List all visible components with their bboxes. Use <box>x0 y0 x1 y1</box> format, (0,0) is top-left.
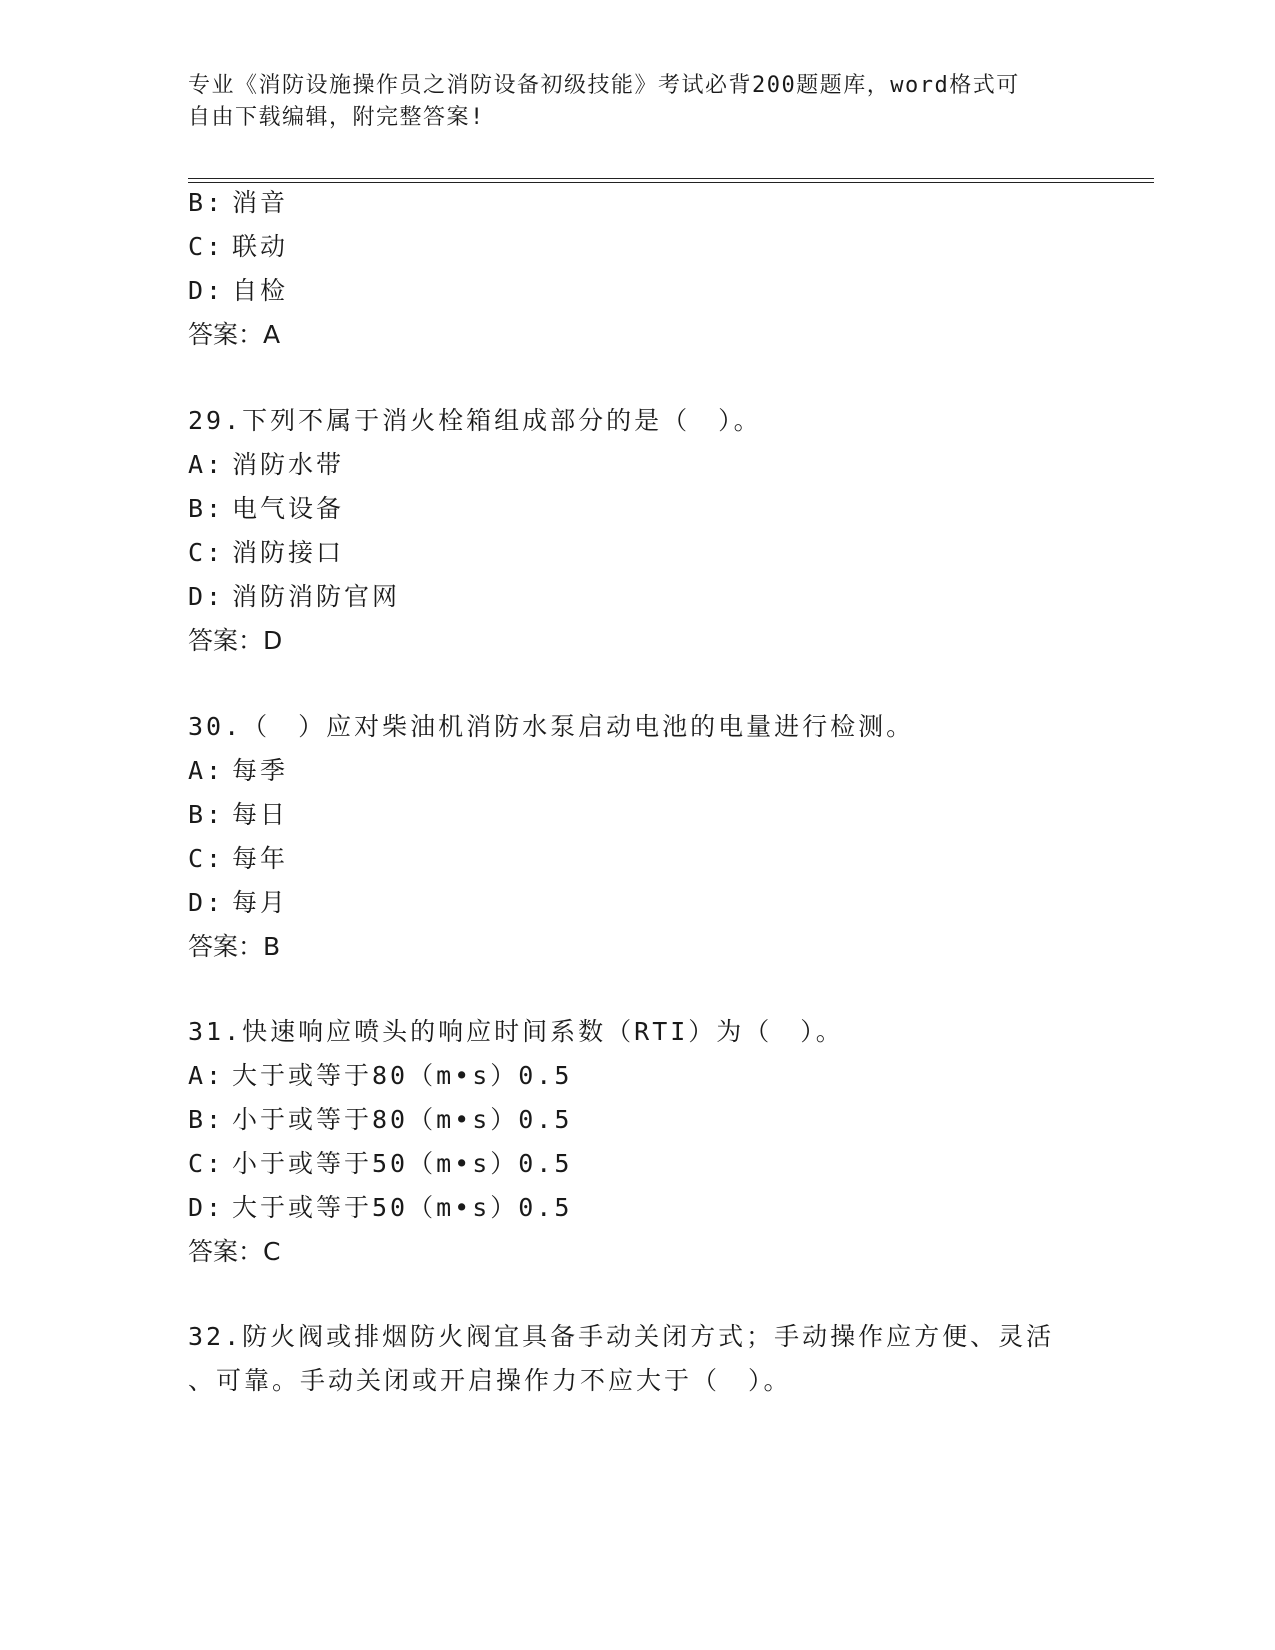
option-text: 每季 <box>232 756 289 785</box>
option-letter: A: <box>188 450 225 479</box>
option-letter: B: <box>188 1105 225 1134</box>
option-letter: C: <box>188 538 225 567</box>
option-text: 消音 <box>232 188 289 217</box>
question-30-option-c <box>188 844 288 874</box>
option-letter: A: <box>188 1061 225 1090</box>
option-text: 消防水带 <box>232 450 345 479</box>
option-letter: D: <box>188 582 225 611</box>
header-title-line-1: 专业《消防设施操作员之消防设备初级技能》考试必背200题题库，word格式可 <box>188 73 1020 98</box>
option-text: 小于或等于80（m•s）0.5 <box>232 1105 573 1134</box>
question-32-stem-line-2: 、可靠。手动关闭或开启操作力不应大于（ ）。 <box>188 1366 792 1395</box>
question-30-stem: 30.（ ）应对柴油机消防水泵启动电池的电量进行检测。 <box>188 712 915 741</box>
option-letter: D: <box>188 1193 225 1222</box>
question-30-option-b <box>188 800 288 830</box>
option-letter: C: <box>188 232 225 261</box>
option-letter: C: <box>188 1149 225 1178</box>
question-30-option-d <box>188 888 288 918</box>
option-letter: B: <box>188 800 225 829</box>
option-text: 消防接口 <box>232 538 345 567</box>
document-header <box>188 70 1068 134</box>
question-31-option-d <box>188 1193 572 1223</box>
question-29-option-d <box>188 582 400 612</box>
option-text: 小于或等于50（m•s）0.5 <box>232 1149 573 1178</box>
option-text: 大于或等于50（m•s）0.5 <box>232 1193 573 1222</box>
question-29-stem: 29.下列不属于消火栓箱组成部分的是（ ）。 <box>188 406 762 435</box>
option-letter: D: <box>188 276 225 305</box>
option-letter: B: <box>188 494 225 523</box>
question-31-option-a <box>188 1061 572 1091</box>
option-text: 每年 <box>232 844 289 873</box>
question-29-answer: 答案：D <box>188 626 283 655</box>
option-letter: D: <box>188 888 225 917</box>
option-text: 大于或等于80（m•s）0.5 <box>232 1061 573 1090</box>
option-b <box>188 188 288 218</box>
option-c <box>188 232 288 262</box>
question-30-answer: 答案：B <box>188 932 281 961</box>
question-31-answer: 答案：C <box>188 1237 281 1266</box>
answer-line: 答案：A <box>188 320 281 349</box>
question-32-stem-line-1: 32.防火阀或排烟防火阀宜具备手动关闭方式；手动操作应方便、灵活 <box>188 1322 1055 1351</box>
question-29-option-a <box>188 450 344 480</box>
option-text: 电气设备 <box>232 494 345 523</box>
option-text: 联动 <box>232 232 289 261</box>
option-d <box>188 276 288 306</box>
option-text: 消防消防官网 <box>232 582 401 611</box>
question-31-option-c <box>188 1149 572 1179</box>
option-text: 自检 <box>232 276 289 305</box>
question-29-option-c <box>188 538 344 568</box>
option-letter: A: <box>188 756 225 785</box>
question-31-stem: 31.快速响应喷头的响应时间系数（RTI）为（ ）。 <box>188 1017 844 1046</box>
header-title-line-2: 自由下载编辑，附完整答案! <box>188 105 485 130</box>
question-29-option-b <box>188 494 344 524</box>
option-text: 每日 <box>232 800 289 829</box>
question-30-option-a <box>188 756 288 786</box>
header-double-rule <box>188 178 1154 183</box>
option-text: 每月 <box>232 888 289 917</box>
question-31-option-b <box>188 1105 572 1135</box>
option-letter: B: <box>188 188 225 217</box>
option-letter: C: <box>188 844 225 873</box>
